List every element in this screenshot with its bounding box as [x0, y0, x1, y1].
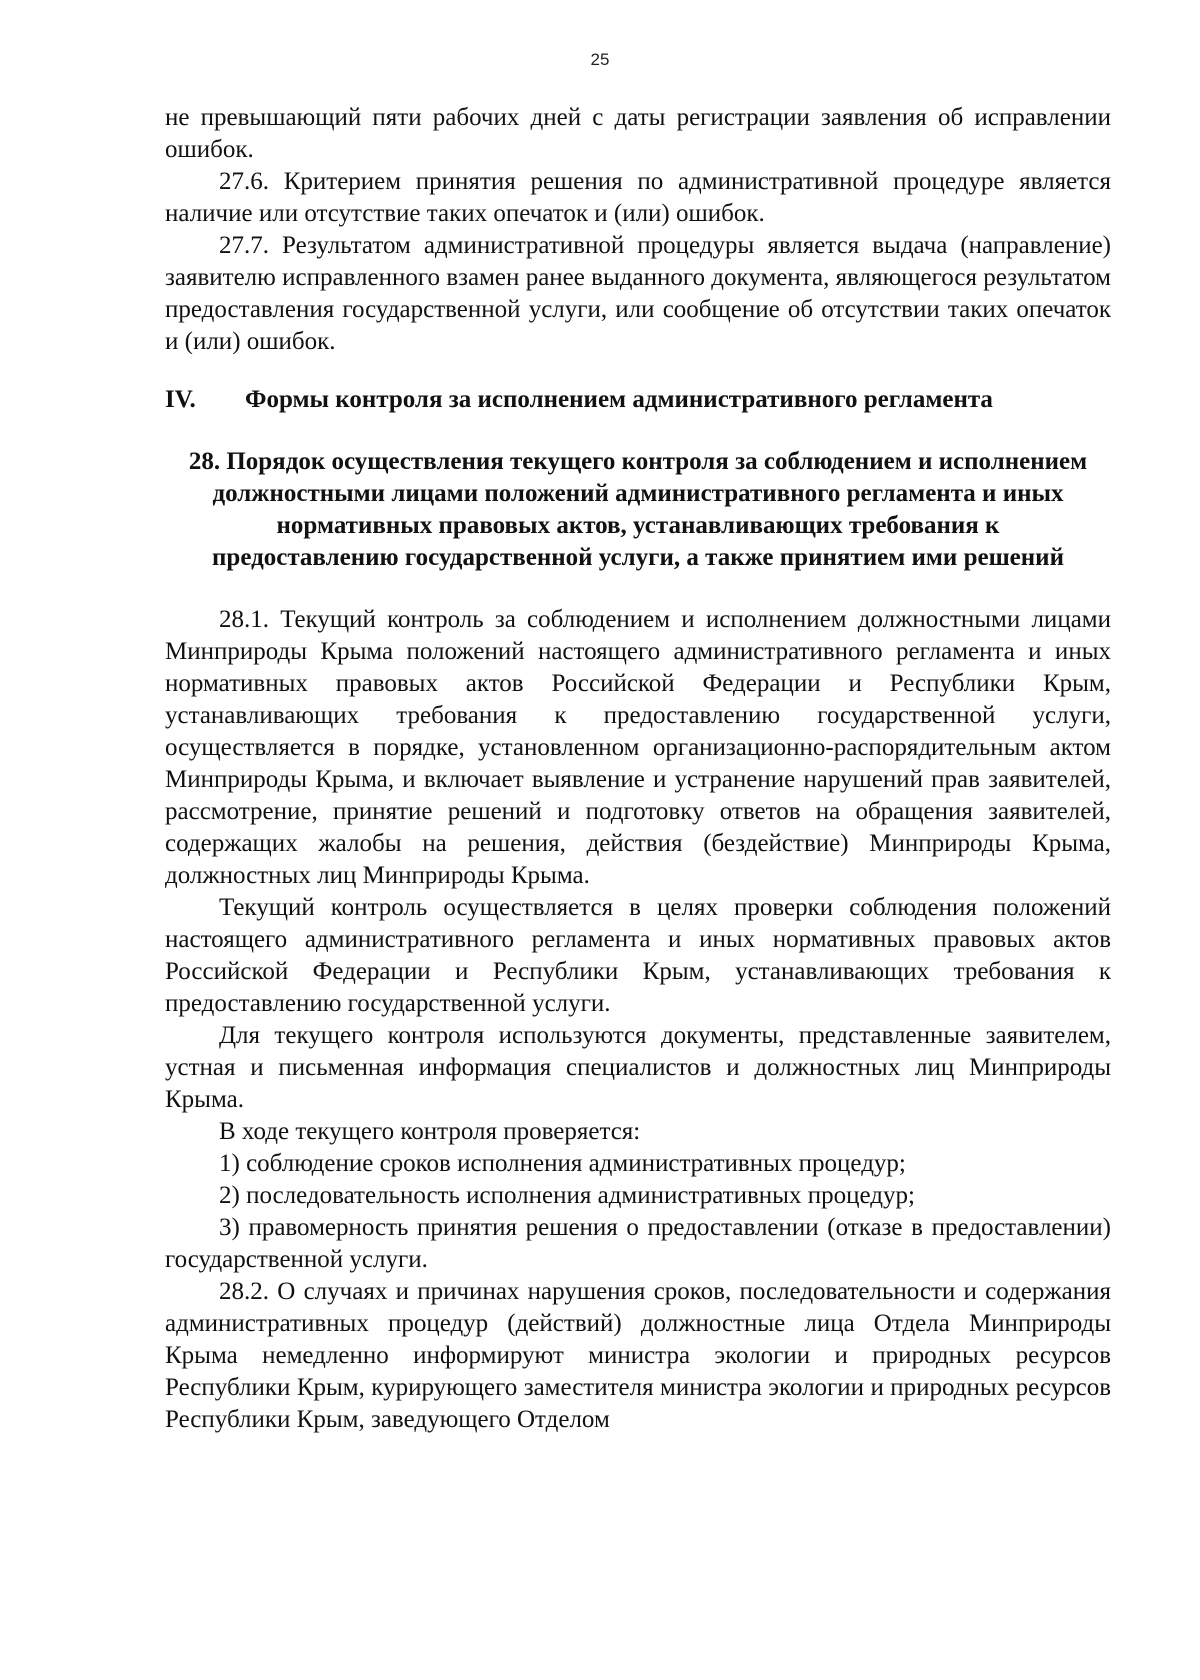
paragraph-continuation: не превышающий пяти рабочих дней с даты регистрации заявления об исправлении ошибок.: [165, 104, 1111, 163]
paragraph-27-7: 27.7. Результатом административной процедуры является выдача (направление) заявителю исправленного взамен ранее выданного документа, являющегося результатом предоставления государственной услуги, или сообщение об отсутствии таких опечаток и (или) ошибок.: [165, 232, 1111, 355]
paragraph-28-1: 28.1. Текущий контроль за соблюдением и исполнением должностными лицами Минприроды Крыма положений настоящего административного регламента и иных нормативных правовых актов Российской Федерации и Республики Крым, устанавливающих требования к предоставлению государственной услуги, осуществляется в порядке, установленном организационно-распорядительным актом Минприроды Крыма, и включает выявление и устранение нарушений прав заявителей, рассмотрение, принятие решений и подготовку ответов на обращения заявителей, содержащих жалобы на решения, действия (бездействие) Минприроды Крыма, должностных лиц Минприроды Крыма.: [165, 606, 1111, 889]
paragraph-control-checks: В ходе текущего контроля проверяется:: [219, 1118, 641, 1145]
section-heading: [165, 384, 1111, 416]
paragraph-control-documents: Для текущего контроля используются документы, представленные заявителем, устная и письменная информация специалистов и должностных лиц Минприроды Крыма.: [165, 1022, 1111, 1113]
paragraph-28-2: 28.2. О случаях и причинах нарушения сроков, последовательности и содержания административных процедур (действий) должностные лица Отдела Минприроды Крыма немедленно информируют министра экологии и природных ресурсов Республики Крым, курирующего заместителя министра экологии и природных ресурсов Республики Крым, заведующего Отделом: [165, 1278, 1111, 1433]
paragraph-control-purpose: Текущий контроль осуществляется в целях проверки соблюдения положений настоящего административного регламента и иных нормативных правовых актов Российской Федерации и Республики Крым, устанавливающих требования к предоставлению государственной услуги.: [165, 894, 1111, 1017]
list-item-3: 3) правомерность принятия решения о предоставлении (отказе в предоставлении) государственной услуги.: [165, 1214, 1111, 1273]
section-title: Формы контроля за исполнением административного регламента: [245, 386, 993, 413]
list-item-2: 2) последовательность исполнения административных процедур;: [219, 1182, 915, 1209]
paragraph-27-6: 27.6. Критерием принятия решения по административной процедуре является наличие или отсутствие таких опечаток и (или) ошибок.: [165, 168, 1111, 227]
section-number: IV.: [165, 386, 196, 413]
page-number: 25: [590, 50, 610, 69]
page-content: [165, 102, 1111, 1436]
list-item-1: 1) соблюдение сроков исполнения административных процедур;: [219, 1150, 906, 1177]
subsection-heading-28: 28. Порядок осуществления текущего контроля за соблюдением и исполнением должностными лицами положений административного регламента и иных нормативных правовых актов, устанавливающих требования к предоставлению государственной услуги, а также принятием ими решений: [188, 448, 1088, 571]
